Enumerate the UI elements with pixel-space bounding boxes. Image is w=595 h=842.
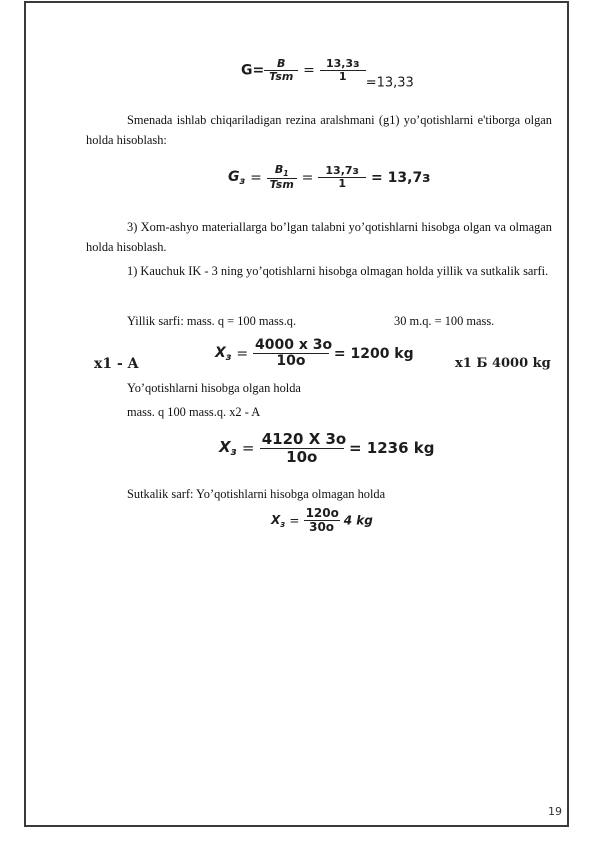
formula-x2-lhs-var: X [219, 438, 231, 456]
line-yillik-sarfi: Yillik sarfi: mass. q = 100 mass.q. [127, 314, 297, 328]
formula-g-frac2-num: 13,3з [320, 58, 366, 71]
formula-g1-lhs-var: G [228, 168, 240, 185]
line-hisobga-olgan: Yo’qotishlarni hisobga olgan holda [127, 381, 301, 395]
formula-x3-lhs-sub: з [280, 518, 286, 529]
formula-g1-frac1-den: Tsm [269, 178, 294, 192]
formula-g-fraction-2 [320, 58, 366, 83]
formula-g1-frac2-num: 13,7з [318, 165, 366, 178]
formula-g [241, 58, 414, 91]
formula-g-frac1-den: Tsm [269, 70, 294, 84]
formula-x3-eq: = [289, 513, 300, 528]
formula-x1 [215, 338, 414, 370]
formula-g1-lhs [228, 169, 245, 185]
formula-g1-eq: = [250, 169, 262, 186]
formula-x2-num: 4120 X 3о [261, 430, 347, 448]
formula-x1-lhs-sub: з [225, 351, 232, 363]
formula-g-frac1-num: B [264, 58, 298, 71]
formula-g1 [228, 164, 430, 192]
formula-x1-right: x1 Б 4000 kg [455, 356, 551, 371]
formula-x2-lhs [219, 438, 237, 456]
formula-g1-frac1-num-var: B [274, 163, 284, 176]
formula-g1-frac1-num [267, 164, 297, 179]
formula-x2-fraction [260, 430, 347, 466]
formula-x2-lhs-sub: з [230, 446, 237, 458]
formula-x3-rhs: 4 kg [343, 513, 373, 528]
formula-g1-fraction-1 [267, 164, 297, 192]
formula-g-frac2-den: 1 [338, 70, 347, 84]
formula-x2 [219, 431, 434, 465]
formula-x1-num: 4000 х 3о [254, 337, 333, 353]
formula-x1-lhs-var: X [215, 344, 226, 361]
formula-x3-den: 30о [309, 520, 335, 535]
line-yillik-right: 30 m.q. = 100 mass. [394, 314, 495, 328]
formula-g-eq: = [303, 62, 315, 79]
formula-x3-fraction [304, 507, 340, 534]
formula-x1-lhs [215, 345, 232, 361]
formula-g-lhs: G= [241, 62, 265, 79]
paragraph-smenada: Smenada ishlab chiqariladigan rezina aralshmani (g1) yo’qotishlarni e'tiborga olgan holda hisoblash: [86, 113, 552, 147]
formula-x3-lhs [271, 513, 285, 527]
formula-x2-rhs: = 1236 kg [348, 439, 435, 457]
formula-g-fraction-1 [264, 58, 298, 83]
formula-g1-eq2: = [301, 169, 314, 186]
formula-x2-den: 10о [286, 447, 318, 466]
formula-x3-num: 120о [305, 506, 339, 520]
formula-x1-left: x1 - A [94, 356, 139, 372]
page-number: 19 [548, 805, 562, 818]
formula-x1-rhs: = 1200 kg [333, 345, 414, 362]
line-mass-x2: mass. q 100 mass.q. x2 - A [127, 405, 261, 419]
formula-x1-den: 10о [276, 353, 306, 370]
formula-x1-eq: = [236, 345, 249, 362]
formula-g1-frac2-den: 1 [338, 177, 346, 191]
formula-x2-eq: = [241, 439, 255, 457]
line-sutkalik-sarf: Sutkalik sarf: Yo’qotishlarni hisobga olmagan holda [127, 487, 386, 501]
paragraph-kauchuk: 1) Kauchuk IK - 3 ning yo’qotishlarni hisobga olmagan holda yillik va sutkalik sarfi. [127, 264, 549, 278]
paragraph-xom-ashyo: 3) Xom-ashyo materiallarga bo’lgan talabni yo’qotishlarni hisobga olgan va olmagan holda hisoblash. [86, 220, 552, 254]
formula-x3-lhs-var: X [271, 512, 281, 527]
formula-g1-lhs-sub: з [239, 175, 246, 187]
formula-x1-fraction [253, 337, 333, 370]
formula-g-rhs: =13,33 [365, 75, 414, 91]
formula-g1-rhs: = 13,7з [371, 169, 431, 186]
formula-g1-fraction-2 [318, 165, 366, 190]
formula-x3 [271, 507, 373, 534]
formula-g1-frac1-num-sub: 1 [283, 169, 289, 178]
